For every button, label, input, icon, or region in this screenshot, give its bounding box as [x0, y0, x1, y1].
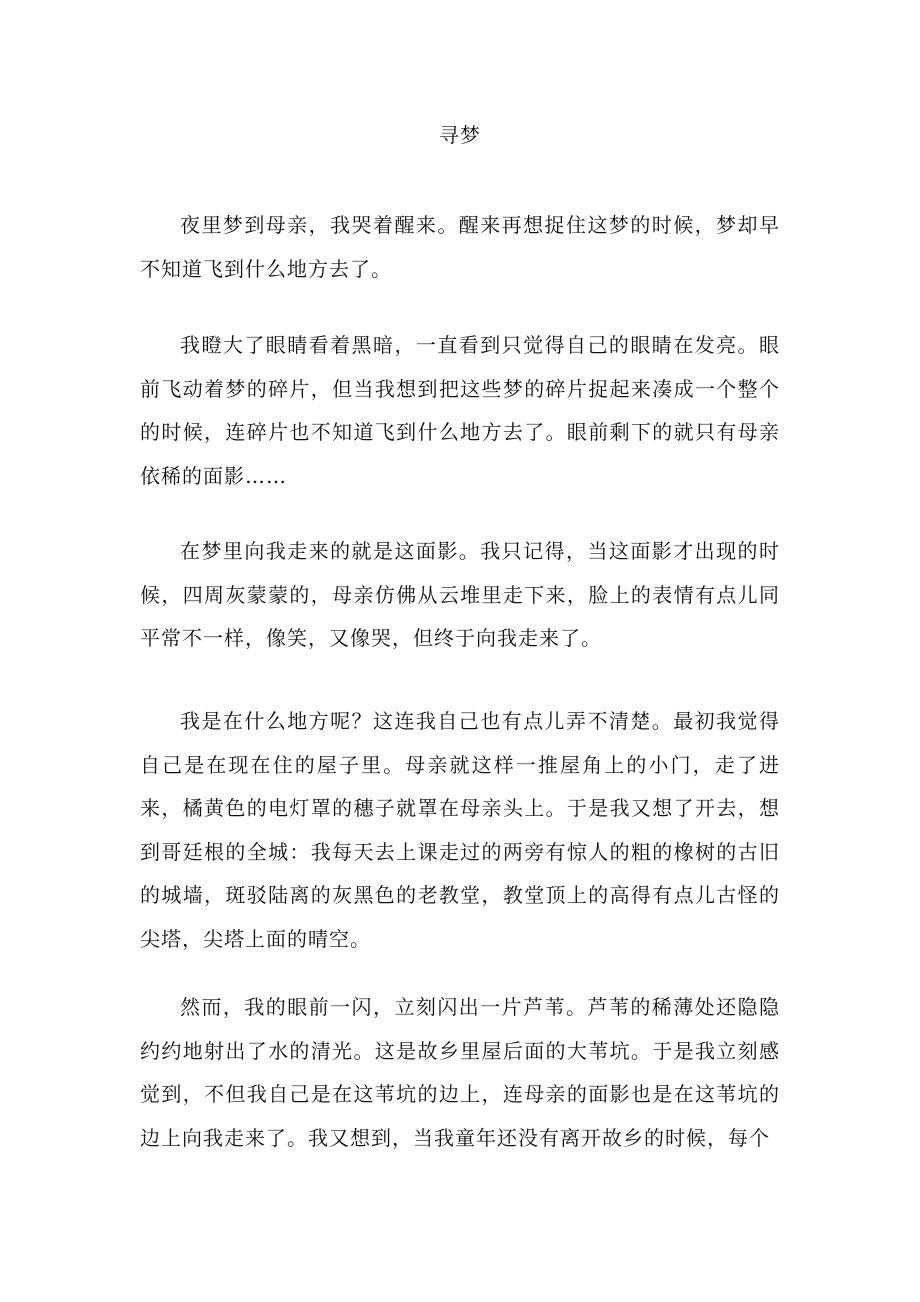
document-title: 寻梦 [439, 123, 481, 147]
paragraph-3: 在梦里向我走来的就是这面影。我只记得，当这面影才出现的时候，四周灰蒙蒙的，母亲仿佛从云堆里走下来，脸上的表情有点儿同平常不一样，像笑，又像哭，但终于向我走来了。 [140, 539, 780, 650]
paragraph-2: 我瞪大了眼睛看着黑暗，一直看到只觉得自己的眼睛在发亮。眼前飞动着梦的碎片，但当我想到把这些梦的碎片捉起来凑成一个整个的时候，连碎片也不知道飞到什么地方去了。眼前剩下的就只有母亲依稀的面影…… [140, 333, 780, 488]
paragraph-5: 然而，我的眼前一闪，立刻闪出一片芦苇。芦苇的稀薄处还隐隐约约地射出了水的清光。这是故乡里屋后面的大苇坑。于是我立刻感觉到，不但我自己是在这苇坑的边上，连母亲的面影也是在这苇坑的边上向我走来了。我又想到，当我童年还没有离开故乡的时候，每个 [140, 995, 780, 1150]
paragraph-1: 夜里梦到母亲，我哭着醒来。醒来再想捉住这梦的时候，梦却早不知道飞到什么地方去了。 [140, 213, 780, 281]
paragraph-4: 我是在什么地方呢？这连我自己也有点儿弄不清楚。最初我觉得自己是在现在住的屋子里。母亲就这样一推屋角上的小门，走了进来，橘黄色的电灯罩的穗子就罩在母亲头上。于是我又想了开去，想到哥廷根的全城：我每天去上课走过的两旁有惊人的粗的橡树的古旧的城墙，斑驳陆离的灰黑色的老教堂，教堂顶上的高得有点儿古怪的尖塔，尖塔上面的晴空。 [140, 709, 780, 951]
